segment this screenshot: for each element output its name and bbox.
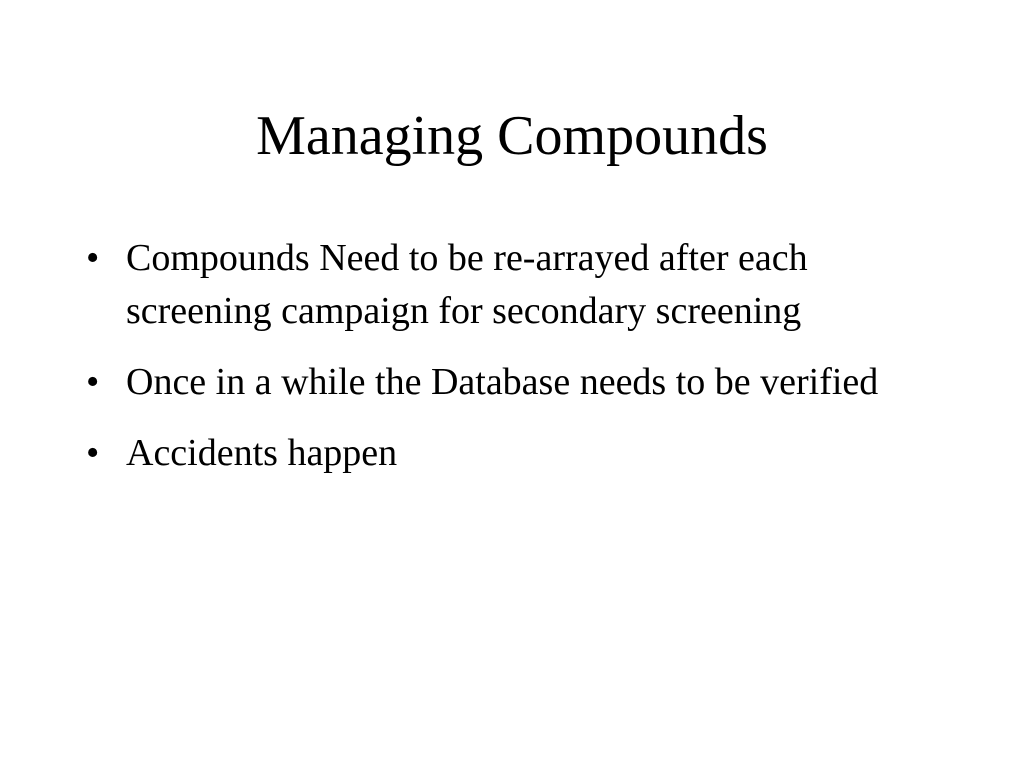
slide-title: Managing Compounds bbox=[256, 105, 768, 167]
bullet-text: Compounds Need to be re-arrayed after each screening campaign for secondary screening bbox=[126, 237, 808, 332]
bullet-item bbox=[86, 427, 916, 480]
bullet-list bbox=[86, 232, 916, 498]
bullet-text: Once in a while the Database needs to be verified bbox=[126, 361, 879, 403]
bullet-text: Accidents happen bbox=[126, 432, 398, 474]
bullet-marker: • bbox=[86, 432, 100, 474]
bullet-item bbox=[86, 232, 916, 338]
bullet-item bbox=[86, 356, 916, 409]
bullet-marker: • bbox=[86, 237, 100, 279]
bullet-marker: • bbox=[86, 361, 100, 403]
